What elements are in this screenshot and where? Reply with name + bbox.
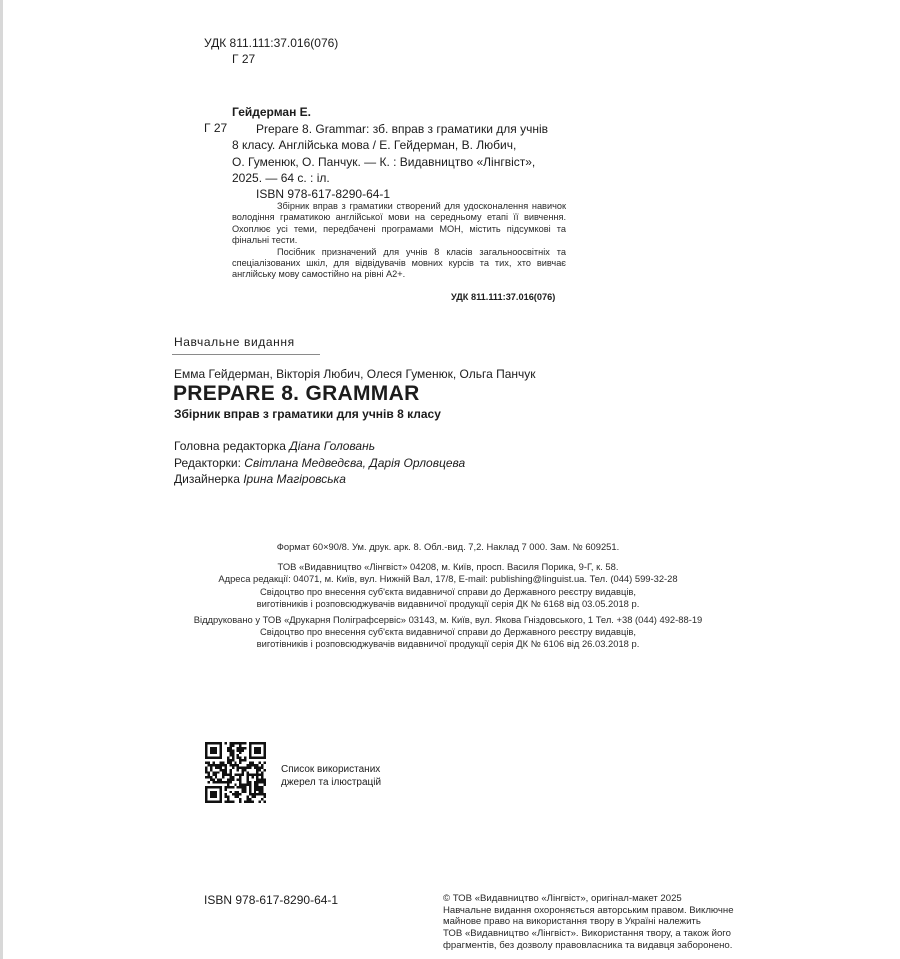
qr-caption-line: Список використаних bbox=[281, 764, 381, 775]
chief-editor-credit bbox=[174, 438, 465, 455]
editors-credit bbox=[174, 455, 465, 472]
qr-caption-line: джерел та ілюстрацій bbox=[281, 776, 382, 788]
editors-role: Редакторки: bbox=[174, 455, 241, 470]
abstract bbox=[232, 201, 566, 281]
copyright-line: майнове право на використання твору в Україні належить bbox=[443, 916, 701, 928]
bibliographic-index: Г 27 bbox=[204, 121, 228, 135]
udk-header: УДК 811.111:37.016(076) bbox=[204, 36, 339, 50]
book-title: PREPARE 8. GRAMMAR bbox=[173, 382, 420, 405]
imprint-address: Адреса редакції: 04071, м. Київ, вул. Нижній Вал, 17/8, E-mail: publishing@linguist.ua. Тел. (044) 599-32-28 bbox=[218, 573, 678, 585]
divider bbox=[172, 354, 320, 355]
qr-modules bbox=[205, 742, 266, 803]
abstract-paragraph: Посібник призначений для учнів 8 класів загальноосвітніх та спеціалізованих шкіл, для відвідувачів мовних курсів та тих, хто вивчає англійську мову самостійно на рівні А2+. bbox=[232, 246, 566, 280]
imprint-printer: Віддруковано у ТОВ «Друкарня Поліграфсервіс» 03143, м. Київ, вул. Якова Гніздовського, 1 Тел. +38 (044) 492-88-19 bbox=[193, 614, 703, 626]
bibliographic-line: 2025. — 64 с. : іл. bbox=[232, 170, 330, 185]
author-mark: Г 27 bbox=[232, 52, 256, 66]
chief-editor-role: Головна редакторка bbox=[174, 439, 286, 453]
abstract-udk: УДК 811.111:37.016(076) bbox=[451, 292, 556, 302]
imprint-certificate: виготівників і розповсюджувачів видавничої продукції серія ДК № 6106 від 26.03.2018 р. bbox=[256, 638, 640, 650]
imprint-certificate: Свідоцтво про внесення суб'єкта видавничої справи до Державного реєстру видавців, bbox=[259, 626, 637, 638]
edition-label: Навчальне видання bbox=[174, 335, 295, 349]
bibliographic-line: Prepare 8. Grammar: зб. вправ з граматики для учнів bbox=[256, 122, 549, 136]
imprint-certificate: Свідоцтво про внесення суб'єкта видавничої справи до Державного реєстру видавців, bbox=[259, 585, 637, 597]
copyright-notice bbox=[443, 893, 734, 952]
imprint-format: Формат 60×90/8. Ум. друк. арк. 8. Обл.-вид. 7,2. Наклад 7 000. Зам. № 609251. bbox=[276, 541, 620, 552]
designer-name: Ірина Магіровська bbox=[243, 472, 346, 486]
imprint-publisher: ТОВ «Видавництво «Лінгвіст» 04208, м. Київ, просп. Василя Порика, 9-Г, к. 58. bbox=[277, 561, 619, 573]
designer-credit bbox=[174, 471, 465, 488]
imprint bbox=[178, 541, 718, 651]
chief-editor-name: Діана Головань bbox=[289, 439, 376, 453]
bibliographic-author: Гейдерман Е. bbox=[232, 105, 312, 119]
designer-role: Дизайнерка bbox=[174, 472, 240, 486]
bibliographic-line: О. Гуменюк, О. Панчук. — К. : Видавництво «Лінгвіст», bbox=[232, 154, 536, 169]
abstract-paragraph: Збірник вправ з граматики створений для удосконалення навичок володіння граматикою англійської мови на середньому етапі її вивчення. Охоплює усі теми, передбачені програмами МОН, містить підсумкові та фінальні тести. bbox=[232, 201, 566, 246]
bibliographic-isbn: ISBN 978-617-8290-64-1 bbox=[256, 187, 391, 202]
bibliographic-line: 8 класу. Англійська мова / Е. Гейдерман, В. Любич, bbox=[232, 138, 517, 153]
page-edge bbox=[0, 0, 3, 959]
copyright-line: фрагментів, без дозволу правовласника та видавця заборонено. bbox=[443, 939, 733, 951]
copyright-line: Навчальне видання охороняється авторським правом. Виключне bbox=[443, 904, 734, 916]
edition-authors: Емма Гейдерман, Вікторія Любич, Олеся Гуменюк, Ольга Панчук bbox=[174, 367, 536, 381]
bibliographic-record bbox=[232, 121, 567, 202]
footer-isbn: ISBN 978-617-8290-64-1 bbox=[204, 893, 339, 907]
qr-caption bbox=[281, 764, 381, 789]
book-subtitle: Збірник вправ з граматики для учнів 8 класу bbox=[174, 407, 441, 421]
copyright-line: ТОВ «Видавництво «Лінгвіст». Використання твору, а також його bbox=[443, 928, 731, 940]
imprint-certificate: виготівників і розповсюджувачів видавничої продукції серія ДК № 6168 від 03.05.2018 р. bbox=[256, 597, 640, 609]
qr-code[interactable] bbox=[205, 742, 266, 803]
editors-names: Світлана Медведєва, Дарія Орловцева bbox=[244, 455, 466, 470]
credits bbox=[174, 438, 465, 488]
copyright-line: © ТОВ «Видавництво «Лінгвіст», оригінал-макет 2025 bbox=[443, 893, 682, 904]
